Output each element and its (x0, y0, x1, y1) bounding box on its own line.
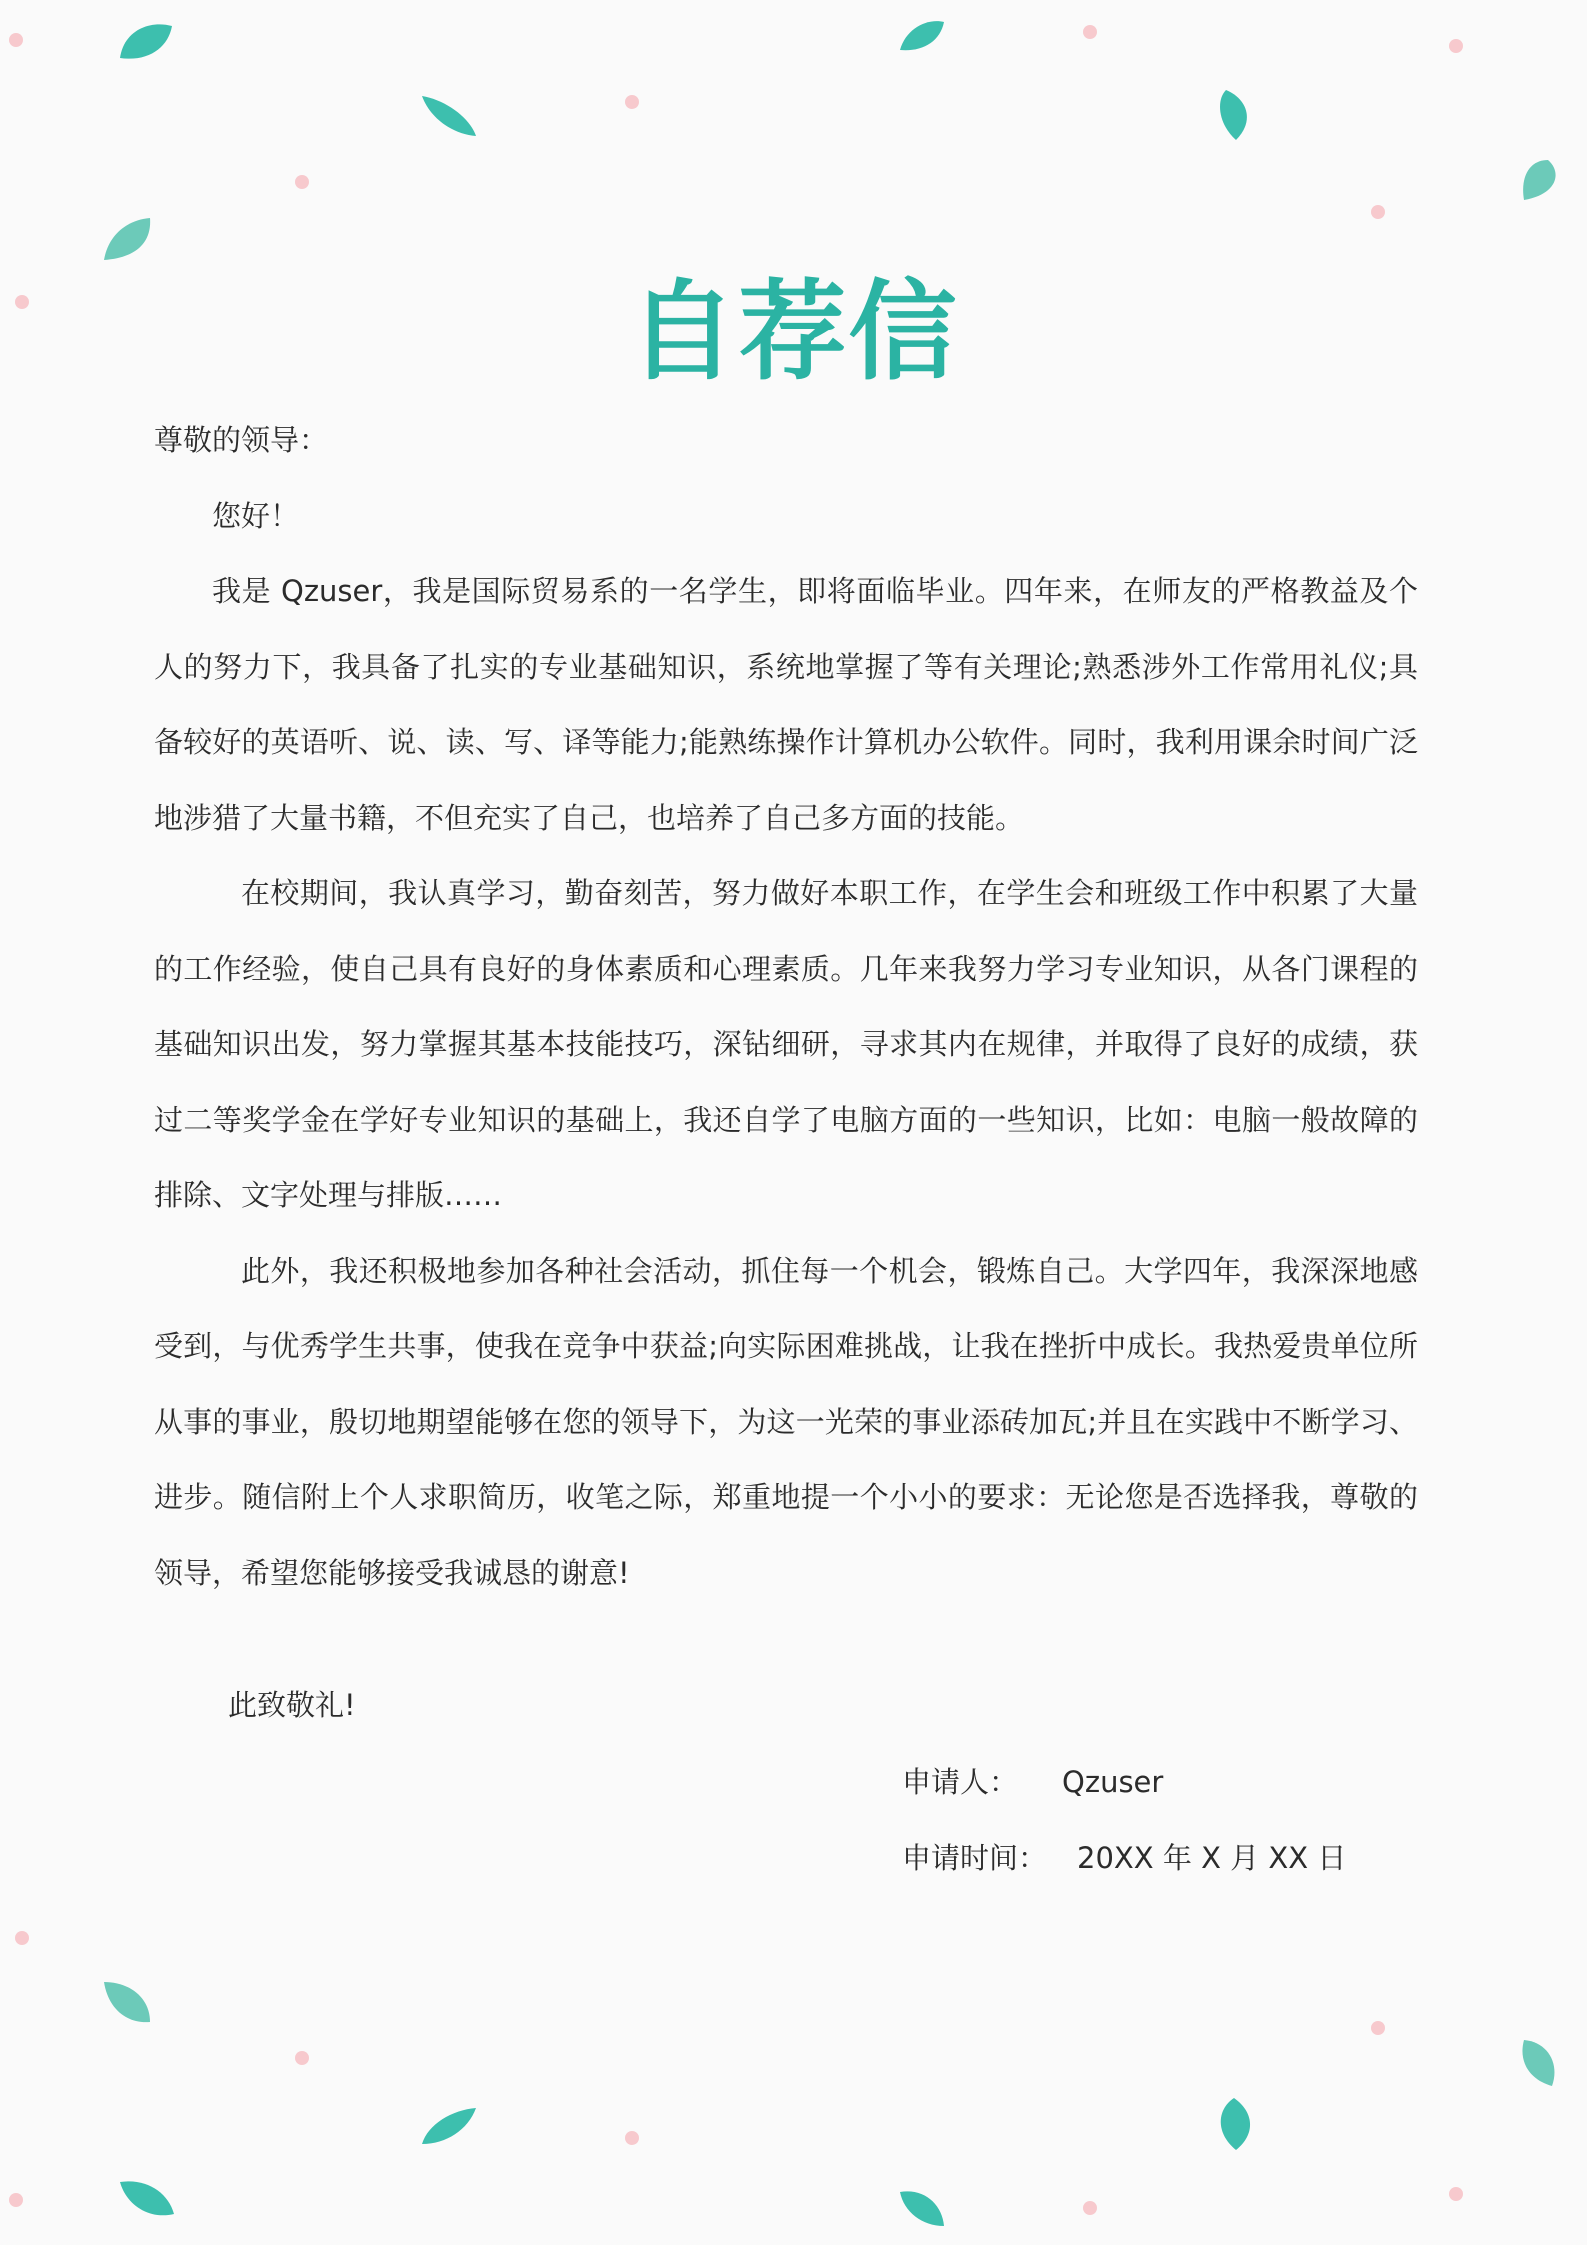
dot-icon (625, 95, 639, 109)
page-title: 自荐信 (628, 270, 959, 395)
date-value: 20XX 年 X 月 XX 日 (1077, 1841, 1347, 1875)
leaf-icon (120, 2181, 174, 2215)
dot-icon (9, 2193, 23, 2207)
greeting: 您好！ (212, 498, 300, 533)
leaf-icon (422, 2108, 476, 2144)
dot-icon (1449, 39, 1463, 53)
leaf-icon (1523, 160, 1555, 200)
leaf-icon (1220, 90, 1247, 140)
applicant-label: 申请人： (902, 1765, 1019, 1799)
dot-icon (1449, 2187, 1463, 2201)
dot-icon (15, 1931, 29, 1945)
leaf-icon (422, 96, 476, 136)
dot-icon (1083, 25, 1097, 39)
dot-icon (625, 2131, 639, 2145)
leaf-icon (1221, 2098, 1250, 2150)
signature-applicant (902, 1760, 1163, 1801)
letter-body (154, 403, 1418, 1611)
salutation: 尊敬的领导： (154, 423, 329, 457)
dot-icon (9, 33, 23, 47)
dot-icon (1083, 2201, 1097, 2215)
dot-icon (295, 175, 309, 189)
paragraph: 此外，我还积极地参加各种社会活动，抓住每一个机会，锻炼自己。大学四年，我深深地感受到，与优秀学生共事，使我在竞争中获益;向实际困难挑战，让我在挫折中成长。我热爱贵单位所从事的事业，殷切地期望能够在您的领导下，为这一光荣的事业添砖加瓦;并且在实践中不断学习、进步。随信附上个人求职简历，收笔之际，郑重地提一个小小的要求：无论您是否选择我，尊敬的领导，希望您能够接受我诚恳的谢意! (154, 1253, 1418, 1590)
dot-icon (1371, 205, 1385, 219)
leaf-icon (120, 24, 172, 58)
leaf-icon (104, 1982, 150, 2022)
leaf-icon (900, 21, 944, 50)
leaf-icon (1522, 2040, 1554, 2086)
applicant-name: Qzuser (1062, 1765, 1164, 1799)
date-label: 申请时间： (902, 1841, 1048, 1875)
paragraph: 我是 Qzuser，我是国际贸易系的一名学生，即将面临毕业。四年来，在师友的严格教益及个人的努力下，我具备了扎实的专业基础知识，系统地掌握了等有关理论;熟悉涉外工作常用礼仪;具备较好的英语听、说、读、写、译等能力;能熟练操作计算机办公软件。同时，我利用课余时间广泛地涉猎了大量书籍，不但充实了自己，也培养了自己多方面的技能。 (154, 574, 1418, 835)
leaf-icon (900, 2191, 944, 2226)
closing: 此致敬礼! (228, 1688, 356, 1722)
dot-icon (1371, 2021, 1385, 2035)
signature-date (902, 1836, 1346, 1877)
paragraph: 在校期间，我认真学习，勤奋刻苦，努力做好本职工作，在学生会和班级工作中积累了大量的工作经验，使自己具有良好的身体素质和心理素质。几年来我努力学习专业知识，从各门课程的基础知识出发，努力掌握其基本技能技巧，深钻细研，寻求其内在规律，并取得了良好的成绩，获过二等奖学金在学好专业知识的基础上，我还自学了电脑方面的一些知识，比如：电脑一般故障的排除、文字处理与排版…… (154, 876, 1418, 1212)
dot-icon (295, 2051, 309, 2065)
